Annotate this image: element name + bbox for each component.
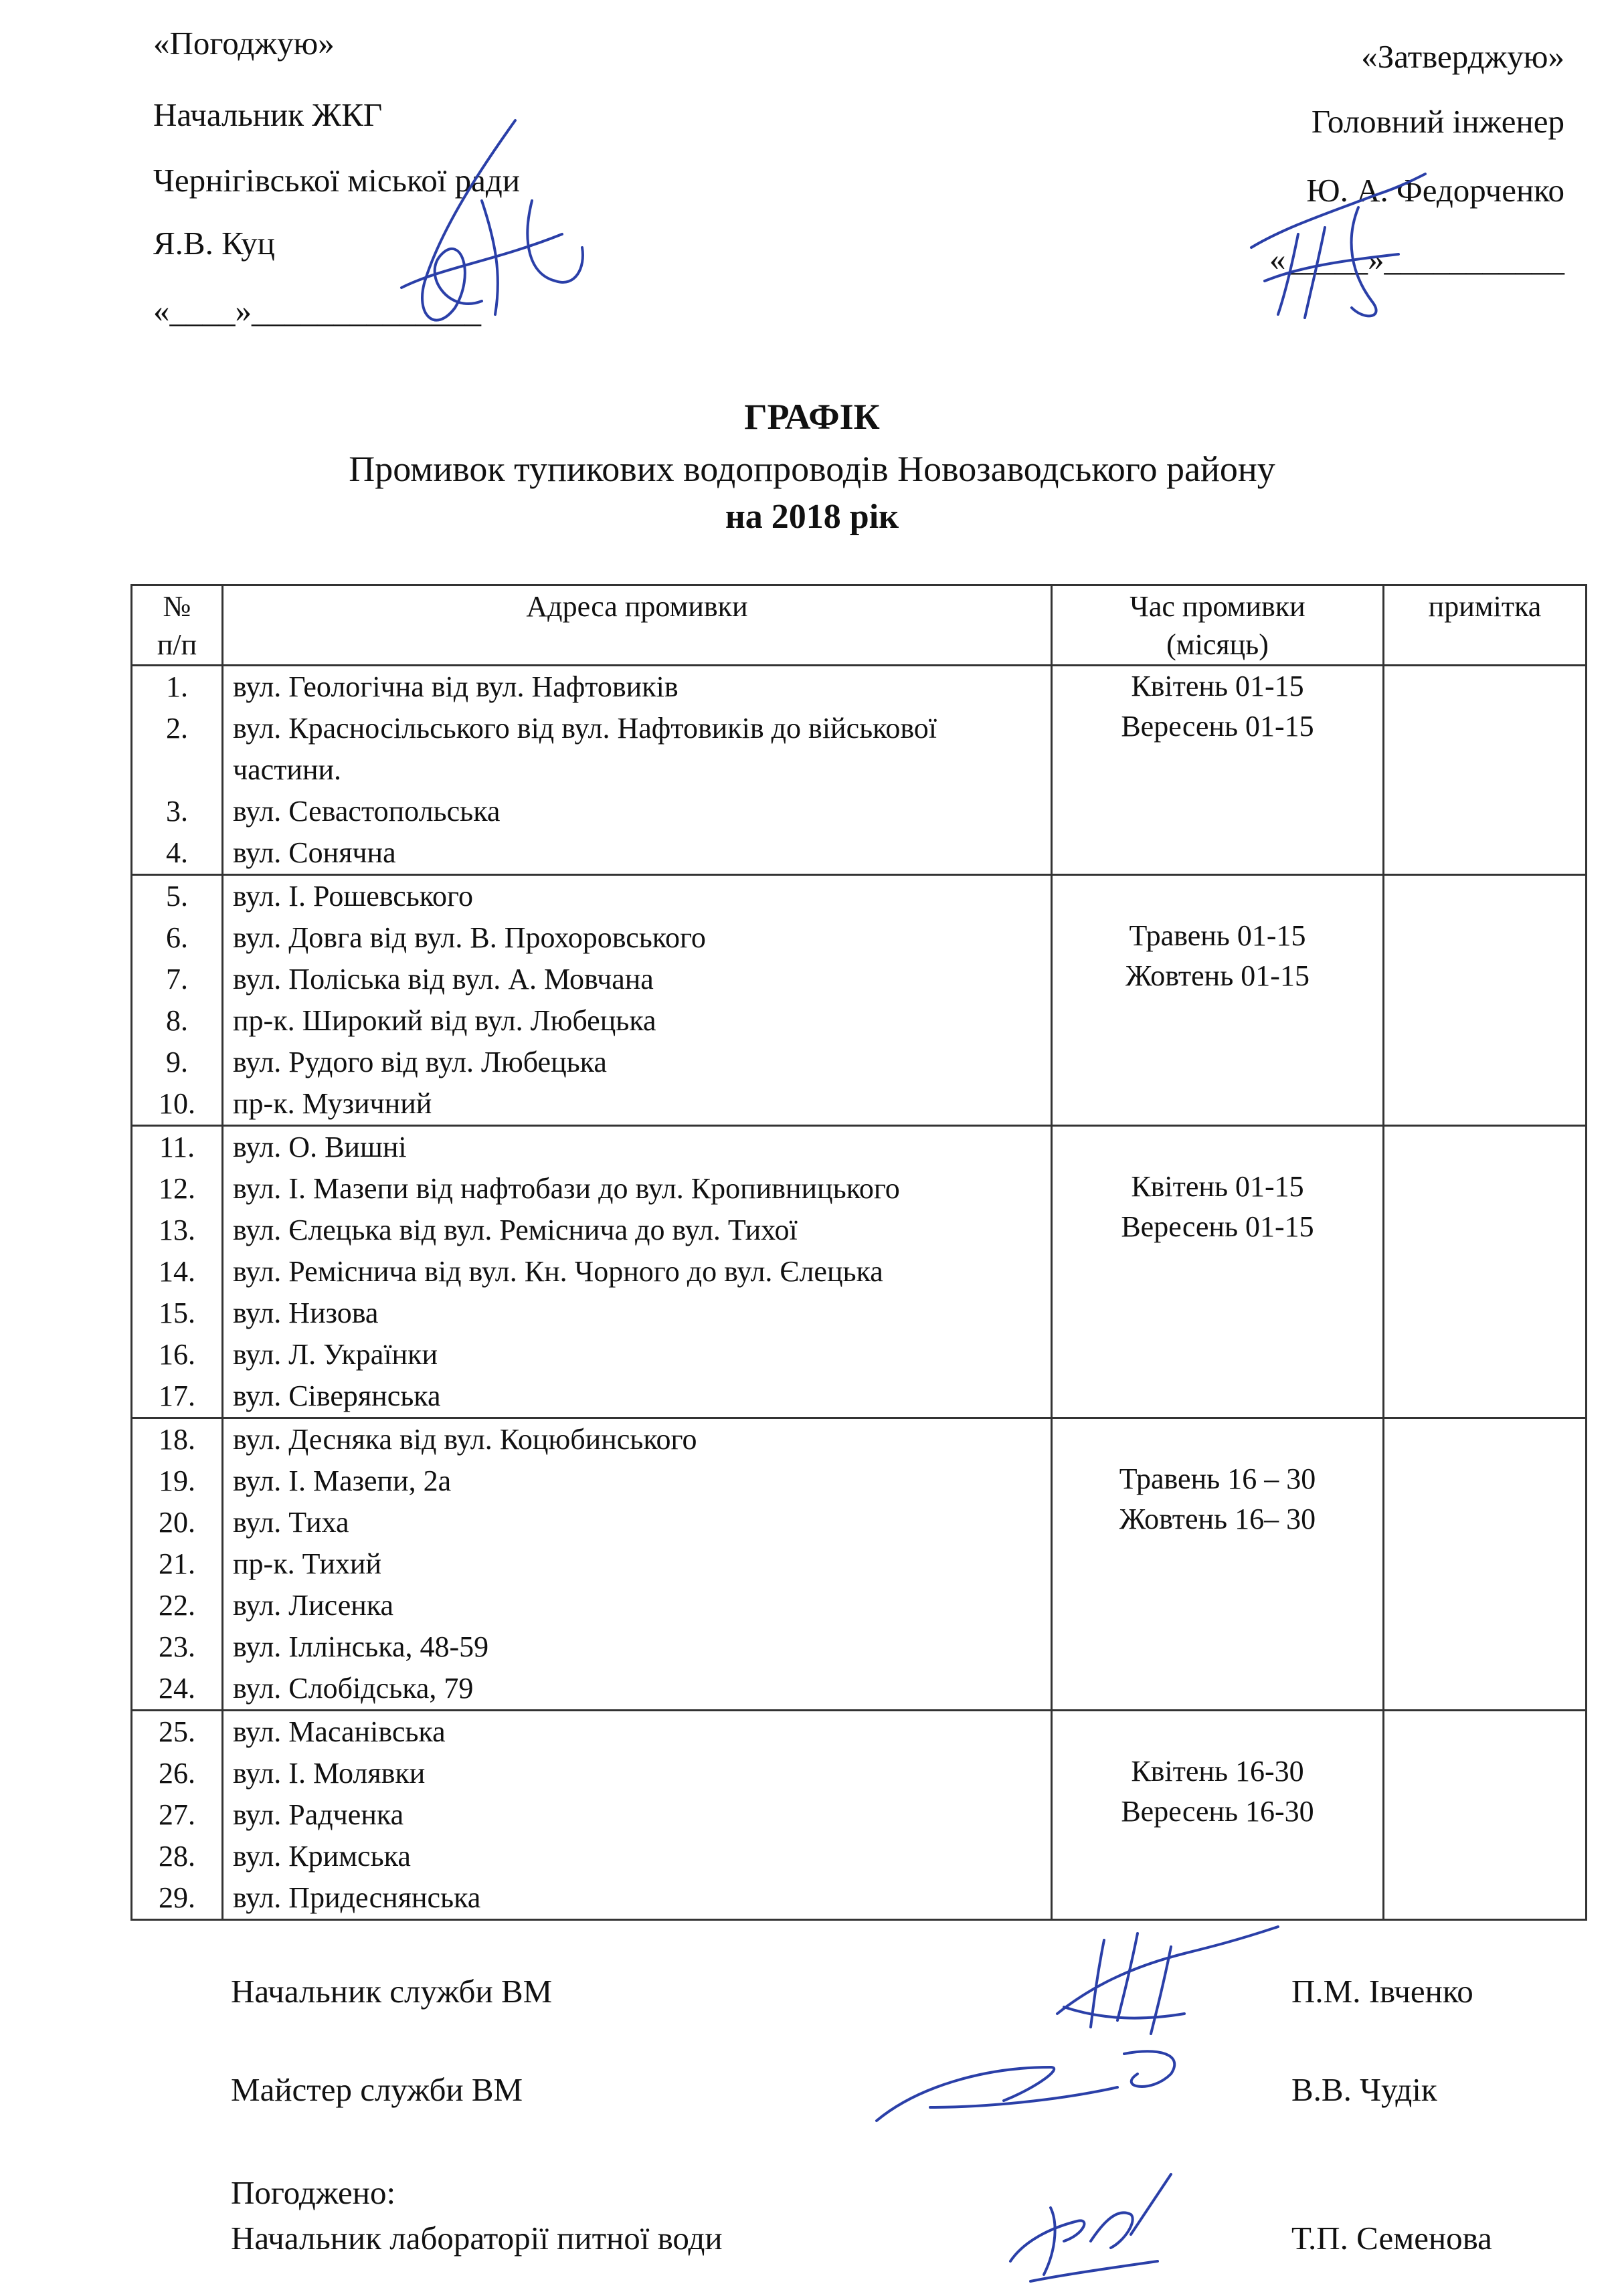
group-addresses-cell [223,666,1052,875]
time-period: Квітень 16-30 [1131,1755,1304,1788]
footer-name-lab-head: Т.П. Семенова [1291,2220,1492,2257]
group-note-cell [1384,666,1587,875]
approval-right-date-line: «_____»___________ [1269,241,1564,278]
row-address: вул. І. Мазепи від нафтобази до вул. Кропивницького [233,1172,900,1205]
row-number: 17. [159,1379,195,1412]
row-number: 4. [166,836,188,869]
footer-name-master-vm: В.В. Чудік [1291,2071,1437,2108]
row-number: 9. [166,1046,188,1078]
group-addresses-cell [223,1126,1052,1418]
group-time-cell [1052,1126,1384,1418]
signature-footer-semenova [984,2168,1184,2295]
footer-agreed-label: Погоджено: [231,2174,396,2211]
document-title: ГРАФІК [744,397,880,437]
row-number: 15. [159,1297,195,1329]
time-period: Вересень 16-30 [1121,1795,1314,1828]
row-address: вул. Довга від вул. В. Прохоровського [233,921,706,954]
time-period: Квітень 01-15 [1131,670,1304,702]
footer-role-lab-head: Начальник лабораторії питної води [231,2220,723,2257]
row-address: вул. Низова [233,1297,379,1329]
group-numbers-cell [132,1418,223,1711]
time-spacer [1053,1711,1382,1751]
time-period: Вересень 01-15 [1121,710,1314,743]
row-number: 21. [159,1547,195,1580]
time-period: Квітень 01-15 [1131,1170,1304,1203]
row-number: 6. [166,921,188,954]
group-addresses-cell [223,875,1052,1126]
row-number: 3. [166,795,188,828]
footer-name-head-vm: П.М. Івченко [1291,1973,1473,2010]
group-addresses-cell [223,1418,1052,1711]
row-address: вул. Красносільського від вул. Нафтовиків до військової частини. [233,712,937,786]
row-number: 11. [159,1131,195,1163]
approval-left-position: Начальник ЖКГ [153,96,383,133]
approval-right-position: Головний інженер [1311,103,1564,140]
group-note-cell [1384,1418,1587,1711]
group-time-cell [1052,875,1384,1126]
header-note: примітка [1384,585,1587,666]
group-time-cell [1052,1711,1384,1920]
header-time-unit: (місяць) [1166,628,1269,661]
row-address: вул. Єлецька від вул. Реміснича до вул. Тихої [233,1214,798,1246]
approval-left-heading: «Погоджую» [153,25,335,62]
row-address: вул. І. Рошевського [233,880,473,913]
group-time-cell [1052,1418,1384,1711]
row-address: вул. Реміснича від вул. Кн. Чорного до вул. Єлецька [233,1255,883,1288]
approval-right-heading: «Затверджую» [1361,38,1564,75]
time-period: Вересень 01-15 [1121,1210,1314,1243]
schedule-group-row [132,1711,1587,1920]
approval-right-name: Ю. А. Федорченко [1306,172,1564,209]
group-numbers-cell [132,875,223,1126]
row-number: 12. [159,1172,195,1205]
row-number: 25. [159,1715,195,1748]
header-number [132,585,223,666]
row-address: вул. Радченка [233,1798,404,1831]
header-address: Адреса промивки [223,585,1052,666]
approval-left-organization: Чернігівської міської ради [153,162,521,199]
header-number-symbol: № [163,590,191,623]
row-number: 13. [159,1214,195,1246]
row-number: 1. [166,670,188,703]
row-number: 18. [159,1423,195,1456]
header-time-label: Час промивки [1130,590,1305,623]
row-number: 2. [166,712,188,745]
row-address: пр-к. Тихий [233,1547,381,1580]
schedule-group-row [132,1126,1587,1418]
schedule-group-row [132,875,1587,1126]
row-address: вул. Десняка від вул. Коцюбинського [233,1423,697,1456]
row-number: 29. [159,1881,195,1914]
table-header-row [132,585,1587,666]
approval-left-date-line: «____»______________ [153,292,481,329]
document-year: на 2018 рік [725,498,899,536]
row-number: 23. [159,1630,195,1663]
row-address: вул. Рудого від вул. Любецька [233,1046,607,1078]
footer-role-head-vm: Начальник служби ВМ [231,1973,553,2010]
row-address: вул. Севастопольська [233,795,501,828]
schedule-group-row [132,1418,1587,1711]
group-time-cell [1052,666,1384,875]
row-address: вул. Іллінська, 48-59 [233,1630,489,1663]
row-address: вул. І. Молявки [233,1757,426,1790]
row-address: вул. Лисенка [233,1589,394,1622]
row-address: вул. І. Мазепи, 2а [233,1464,452,1497]
row-number: 27. [159,1798,195,1831]
group-addresses-cell [223,1711,1052,1920]
footer-role-master-vm: Майстер служби ВМ [231,2071,523,2108]
group-numbers-cell [132,666,223,875]
signature-left [361,114,602,355]
document-subtitle: Промивок тупикових водопроводів Новозаводського району [349,449,1275,489]
row-address: пр-к. Широкий від вул. Любецька [233,1004,656,1037]
group-note-cell [1384,1126,1587,1418]
signature-right [1225,167,1445,328]
row-number: 7. [166,963,188,995]
row-address: вул. Геологічна від вул. Нафтовиків [233,670,679,703]
schedule-group-row [132,666,1587,875]
row-address: пр-к. Музичний [233,1087,432,1120]
row-number: 24. [159,1672,195,1705]
row-number: 16. [159,1338,195,1371]
time-period: Травень 16 – 30 [1119,1462,1316,1495]
row-address: вул. Кримська [233,1840,411,1873]
row-number: 14. [159,1255,195,1288]
row-address: вул. Поліська від вул. А. Мовчана [233,963,654,995]
row-address: вул. Тиха [233,1506,349,1539]
group-numbers-cell [132,1711,223,1920]
group-numbers-cell [132,1126,223,1418]
row-number: 10. [159,1087,195,1120]
row-address: вул. Придеснянська [233,1881,481,1914]
signature-footer-ivchenko-chudik [836,1920,1305,2141]
flushing-schedule-table [130,584,1587,1921]
row-address: вул. Масанівська [233,1715,446,1748]
row-address: вул. Слобідська, 79 [233,1672,474,1705]
time-spacer [1053,876,1382,916]
time-period: Жовтень 16– 30 [1119,1503,1316,1535]
row-number: 26. [159,1757,195,1790]
group-note-cell [1384,1711,1587,1920]
row-number: 19. [159,1464,195,1497]
approval-left-name: Я.В. Куц [153,225,275,262]
time-period: Травень 01-15 [1129,919,1306,952]
group-note-cell [1384,875,1587,1126]
header-number-label: п/п [157,628,197,661]
row-number: 22. [159,1589,195,1622]
row-address: вул. Л. Українки [233,1338,438,1371]
time-spacer [1053,1419,1382,1459]
time-spacer [1053,1127,1382,1167]
row-address: вул. Сіверянська [233,1379,441,1412]
row-address: вул. О. Вишні [233,1131,407,1163]
header-time [1052,585,1384,666]
row-number: 20. [159,1506,195,1539]
time-period: Жовтень 01-15 [1125,959,1310,992]
row-number: 5. [166,880,188,913]
row-number: 8. [166,1004,188,1037]
row-number: 28. [159,1840,195,1873]
row-address: вул. Сонячна [233,836,396,869]
